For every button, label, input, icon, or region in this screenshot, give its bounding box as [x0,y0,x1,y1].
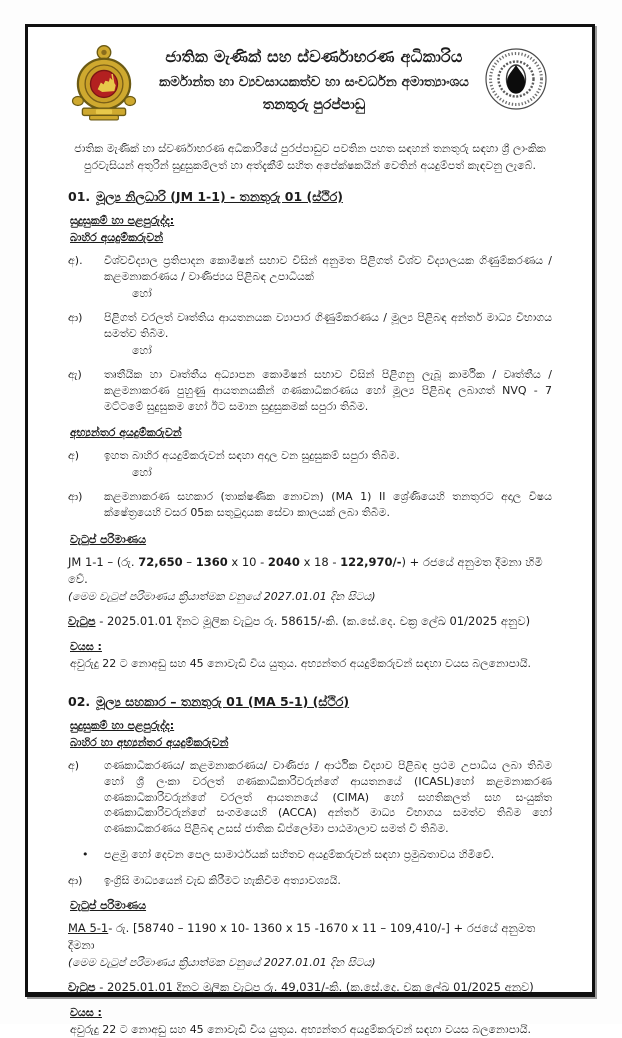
sri-lanka-emblem-icon [68,43,144,127]
vacancy-section-finance-officer [68,189,552,672]
item-text: පිළිගත් වරලත් වෘත්තිය ආයතනයක ව්‍යාපාර ගිණුම්කරණය / මූල්‍ය පිළිබඳ අන්තර් මාධ්‍ය විභාගය සමත්ව තිබීම. [104,310,552,340]
section-2-heading [68,694,552,710]
item-marker: අ). [68,254,83,267]
list-item [68,253,552,302]
salary-scale-header: වැටුප් පරිමාණය [70,533,147,547]
basic-salary-text: - 2025.01.01 දිනට මූලික වැටුප රු. 49,031/-කි. (ක.සේ.දෙ. චක්‍ර ලේඛ 01/2025 අනුව) [99,979,534,994]
item-text: ඉංග්‍රිසි මාධ්‍යයෙන් වැඩ කිරීමට හැකිවීම අත්‍යාවශ්‍යයි. [104,874,341,888]
item-text: ඉහත බාහිර අයදුම්කරුවන් සඳහා අදාල වන සුදුසුකම් සපුරා තිබීම. [104,449,400,463]
item-marker: අ) [68,758,80,772]
item-text: කළමනාකරණ සහකාර (තාක්ෂණික නොවන) (MA 1) II ශ්‍රේණියෙහි තනතුරට අදාල විෂය ක්ෂේත්‍රයෙහි වසර 05ක සතුටුදායක සේවා කාලයක් ලබා තිබීම. [104,490,552,520]
item-marker: ආ) [68,310,83,324]
qualifications-header: සුදුසුකම් හා පළපුරුද්ද: [70,718,175,732]
basic-salary-label: වැටුප [68,979,96,994]
intro-paragraph: ජාතික මැණික් හා ස්වර්ණාභරණ අධිකාරියේ පුරප්පාඩුව පවතින පහත සඳහන් තනතුරු සඳහා ශ්‍රී ලාංකික පුරවැසියන් අතුරින් සුදුසුකම්ලත් හා අත්දැකීම් සහිත අපේක්ෂකයින් වෙතින් අයදුම්පත් කැඳවනු ලැබේ. [74,142,546,172]
salary-effective-note: (මෙම වැටුප් පරිමාණය ක්‍රියාත්මක වනුයේ 2027.01.01 දින සිටය) [68,589,376,603]
internal-applicants-header: අභ්‍යන්තර අයදුම්කරුවන් [70,426,182,440]
age-header: වයස : [70,639,102,653]
section-1-heading [68,189,552,205]
item-marker: ඇ) [68,367,82,381]
section-1-title: මූල්‍ය නිලධාරි (JM 1-1) - තනතුරු 01 (ස්ථිර) [96,189,343,204]
salary-scale-text: - රු. [58740 – 1190 x 10- 1360 x 15 -1670 x 11 – 109,410/-] + රජයේ අනුමත දීමනා [68,921,536,953]
list-item [68,873,552,889]
authority-name: ජාතික මැණික් සහ ස්වර්ණාභරණ අධිකාරිය [165,47,463,66]
qualifications-header: සුදුසුකම් හා පළපුරුද්ද: [70,214,175,227]
age-text: අවුරුදු 22 ට නොඅඩු සහ 45 නොවැඩි විය යුතුය. අභ්‍යන්තර අයදුම්කරුවන් සඳහා වයස බලනොපායි. [70,1022,532,1036]
or-connector: හෝ [132,286,152,300]
section-2-title: මූල්‍ය සහකාර – තනතුරු 01 (MA 5-1) (ස්ථිර) [96,693,350,709]
section-2-number: 02. [68,693,91,709]
basic-salary-text: - 2025.01.01 දිනට මූලික වැටුප රු. 58615/-කි. (ක.සේ.දෙ. චක්‍ර ලේඛ 01/2025 අනුව) [99,613,531,628]
header-titles [144,43,484,113]
notice-title: තනතුරු පුරප්පාඩු [262,97,366,113]
or-connector: හෝ [132,343,152,357]
salary-scale-line: JM 1-1 – (රු. 72,650 – 1360 x 10 - 2040 x 18 - 122,970/-) + රජයේ අනුමත දීමනා හිමි වේ. [68,555,543,587]
item-marker: ආ) [68,874,83,888]
document-page [25,24,595,1036]
ministry-name: කර්මාන්ත හා ව්‍යවසායකත්ව හා සංවර්ධන අමාත්‍යාංශය [159,74,469,90]
list-item [68,758,552,838]
salary-scale-line [68,920,552,955]
external-internal-applicants-header: බාහිර හා අභ්‍යන්තර අයදුම්කරුවන් [70,735,229,749]
bullet-icon: • [82,848,89,862]
external-applicants-header: බාහිර අයදුම්කරුවන් [70,231,164,244]
age-text: අවුරුදු 22 ට නොඅඩු සහ 45 නොවැඩි විය යුතුය. අභ්‍යන්තර අයදුම්කරුවන් සඳහා වයස බලනොපායි. [70,656,532,670]
item-text: ගණකාධිකරණය/ කළමනාකරණය/ වාණිජ්‍ය / ආර්ථික විද්‍යාව පිළිබඳ ප්‍රථම උපාධිය ලබා තිබීම හෝ ශ්‍රී ලංකා වරලත් ගණකාධිකාරිවරුන්ගේ ආයතනයේ (ICASL)හෝ කළමනාකරණ ගණකාධිකාරිවරුන්ගේ වරලත් ආයතනයේ (CIMA) හෝ සහතිකලත් සහ සංයුක්ත ගණකාධිකාරිවරුන්ගේ සංගමයෙහි (ACCA) අන්තර් මාධ්‍ය විභාගය සමත්ව තිබීම හෝ ගණකාධිකරණය පිළිබඳ උසස් ජාතික ඩිප්ලෝමා පාඨමාලාව සමත් වී තිබීම. [104,758,552,836]
document-header [68,43,552,127]
item-text: විශ්වවිද්‍යාල ප්‍රතිපාදන කොමිෂන් සභාව විසින් අනුමත පිළිගත් විශ්ව විද්‍යාලයක ගිණුම්කරණය / කළමනාකරණය / වාණිජ්‍යය පිළිබඳ උපාධියක් [104,254,552,283]
section-1-number: 01. [68,189,91,204]
basic-salary-line [68,614,552,629]
list-item [68,310,552,359]
salary-scale-label: MA 5-1 [68,921,109,936]
priority-bullet-item [68,847,552,863]
age-header: වයස : [70,1005,102,1019]
item-marker: ආ) [68,490,83,504]
bullet-text: පළමු හෝ දෙවන පෙල සාමාර්ථයක් සහිතව අයදුම්කරුවන් සඳහා ප්‍රමුඛතාවය හිමිවේ. [104,848,495,862]
gem-authority-seal-icon [484,43,552,115]
list-item [68,489,552,521]
salary-effective-note: (මෙම වැටුප් පරිමාණය ක්‍රියාත්මක වනුයේ 2027.01.01 දින සිටය) [68,955,376,969]
salary-scale-header: වැටුප් පරිමාණය [70,899,147,913]
vacancy-section-finance-assistant [68,694,552,1038]
basic-salary-label: වැටුප [68,613,96,628]
basic-salary-line [68,980,552,995]
item-text: තෘතීයික හා වෘත්තීය අධ්‍යාපන කොමිෂන් සභාව විසින් පිළිගනු ලැබූ කාර්මික / වෘත්තීය / කළමනාකරණ පුහුණු ආයතනයකින් ගණකාධිකරණය හෝ මූල්‍ය පිළිබඳ ලබාගත් NVQ - 7 මට්ටමේ සුදුසුකම හෝ ඊට සමාන සුදුසුකමක් සපුරා තිබීම. [104,367,552,413]
item-marker: අ) [68,449,80,463]
list-item [68,448,552,481]
list-item [68,367,552,415]
or-connector: හෝ [132,466,152,480]
